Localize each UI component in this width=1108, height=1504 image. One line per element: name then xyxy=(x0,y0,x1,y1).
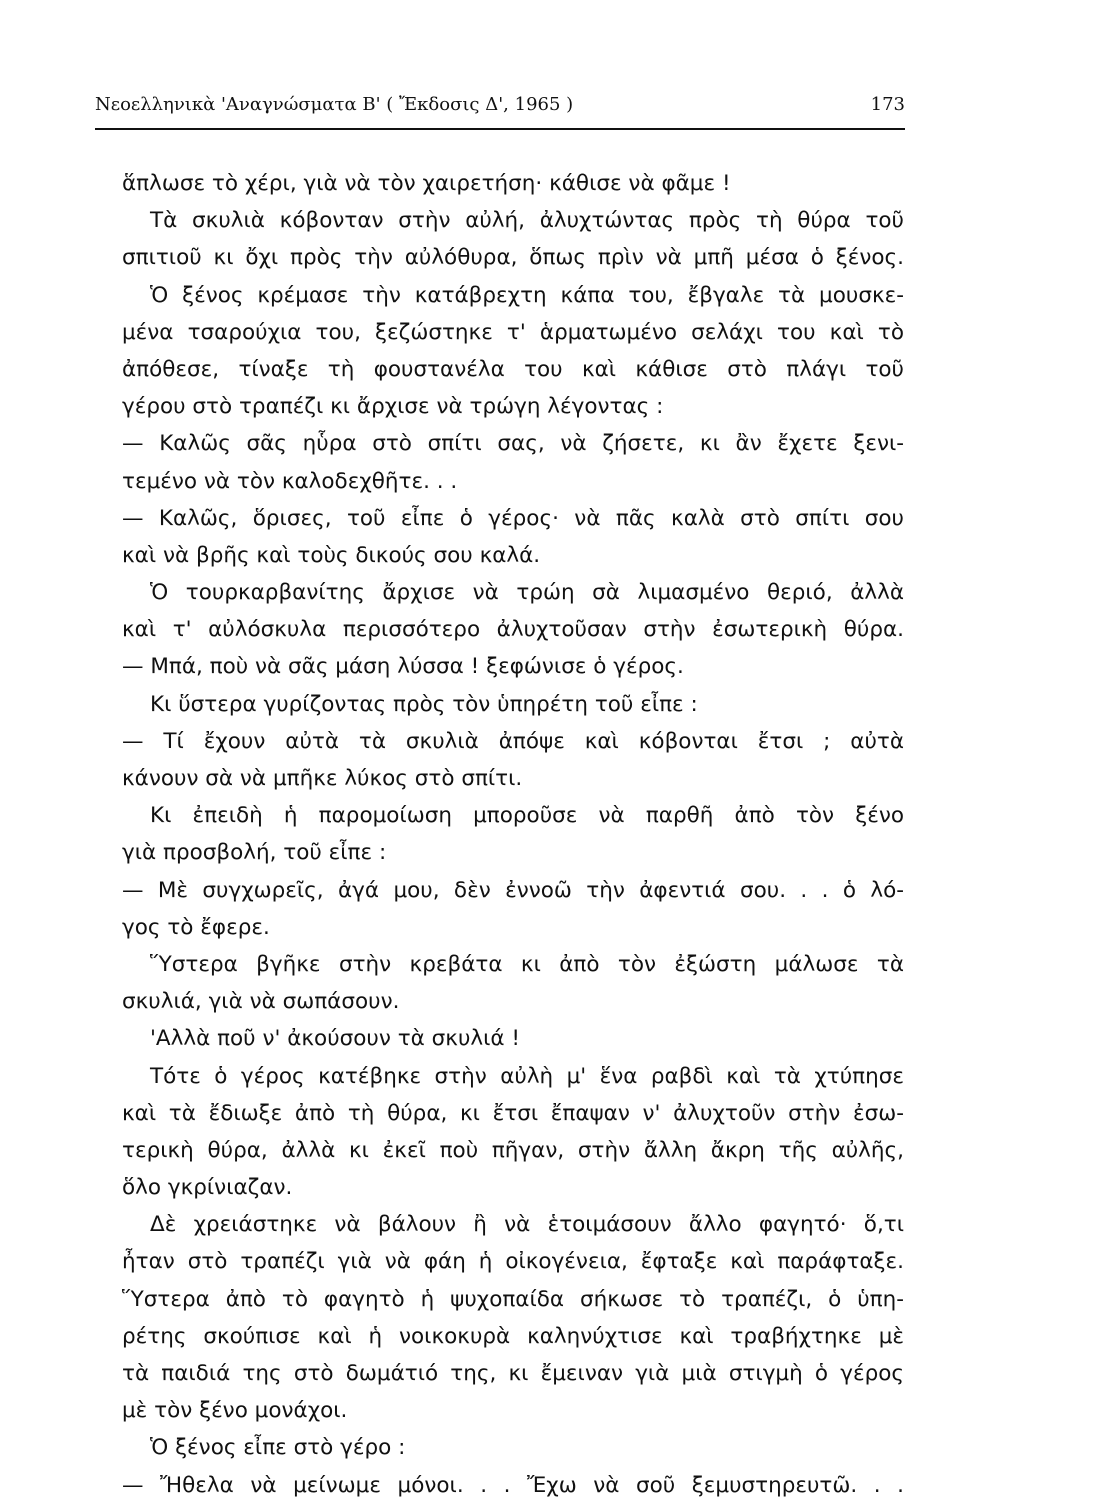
text-line: μένα τσαρούχια του, ξεζώστηκε τ' ἁρματωμένο σελάχι του καὶ τὸ xyxy=(122,319,904,345)
text-line: καὶ τ' αὐλόσκυλα περισσότερο ἀλυχτοῦσαν στὴν ἐσωτερικὴ θύρα. xyxy=(122,617,904,643)
header-divider xyxy=(95,128,905,130)
text-line: γος τὸ ἔφερε. xyxy=(122,914,270,940)
text-line: κάνουν σὰ νὰ μπῆκε λύκος στὸ σπίτι. xyxy=(122,766,523,791)
body-text xyxy=(122,165,904,1504)
text-line: — Καλῶς, ὅρισες, τοῦ εἶπε ὁ γέρος· νὰ πᾶς καλὰ στὸ σπίτι σου xyxy=(122,505,904,531)
text-line: τεμένο νὰ τὸν καλοδεχθῆτε. . . xyxy=(122,468,458,494)
text-line: μὲ τὸν ξένο μονάχοι. xyxy=(122,1398,348,1424)
text-line: σκυλιά, γιὰ νὰ σωπάσουν. xyxy=(122,989,400,1015)
text-line: Δὲ χρειάστηκε νὰ βάλουν ἢ νὰ ἑτοιμάσουν ἄλλο φαγητό· ὅ,τι xyxy=(150,1212,904,1238)
text-line: ἅπλωσε τὸ χέρι, γιὰ νὰ τὸν χαιρετήση· κάθισε νὰ φᾶμε ! xyxy=(122,171,731,196)
text-line: — Μὲ συγχωρεῖς, ἀγά μου, δὲν ἐννοῶ τὴν ἀφεντιά σου. . . ὁ λό- xyxy=(122,877,904,903)
text-line: — Καλῶς σᾶς ηὗρα στὸ σπίτι σας, νὰ ζήσετε, κι ἂν ἔχετε ξενι- xyxy=(122,431,904,457)
text-line: Κι ἐπειδὴ ἡ παρομοίωση μποροῦσε νὰ παρθῆ ἀπὸ τὸν ξένο xyxy=(150,803,904,829)
text-line: ἦταν στὸ τραπέζι γιὰ νὰ φάη ἡ οἰκογένεια, ἔφταξε καὶ παράφταξε. xyxy=(122,1249,904,1275)
text-line: γέρου στὸ τραπέζι κι ἄρχισε νὰ τρώγη λέγοντας : xyxy=(122,394,664,420)
text-line: Ὁ ξένος εἶπε στὸ γέρο : xyxy=(150,1435,406,1461)
text-line: ἀπόθεσε, τίναξε τὴ φουστανέλα του καὶ κάθισε στὸ πλάγι τοῦ xyxy=(122,356,904,382)
text-line: Ὕστερα βγῆκε στὴν κρεβάτα κι ἀπὸ τὸν ἐξώστη μάλωσε τὰ xyxy=(150,951,904,977)
page-header xyxy=(95,94,905,124)
text-line: 'Αλλὰ ποῦ ν' ἀκούσουν τὰ σκυλιά ! xyxy=(150,1026,521,1052)
running-title: Νεοελληνικὰ 'Αναγνώσματα Β' ( Ἔκδοσις Δ', 1965 ) xyxy=(95,94,574,115)
text-line: ὅλο γκρίνιαζαν. xyxy=(122,1175,293,1201)
text-line: — Τί ἔχουν αὐτὰ τὰ σκυλιὰ ἀπόψε καὶ κόβονται ἔτσι ; αὐτὰ xyxy=(122,728,904,754)
text-line: σπιτιοῦ κι ὄχι πρὸς τὴν αὐλόθυρα, ὅπως πρὶν νὰ μπῆ μέσα ὁ ξένος. xyxy=(122,245,904,271)
text-line: γιὰ προσβολή, τοῦ εἶπε : xyxy=(122,840,387,866)
text-line: καὶ τὰ ἔδιωξε ἀπὸ τὴ θύρα, κι ἔτσι ἔπαψαν ν' ἀλυχτοῦν στὴν ἐσω- xyxy=(122,1100,904,1126)
text-line: Ὁ τουρκαρβανίτης ἄρχισε νὰ τρώη σὰ λιμασμένο θεριό, ἀλλὰ xyxy=(150,580,904,606)
text-line: Ὁ ξένος κρέμασε τὴν κατάβρεχτη κάπα του, ἔβγαλε τὰ μουσκε- xyxy=(150,282,904,308)
text-line: — Μπά, ποὺ νὰ σᾶς μάση λύσσα ! ξεφώνισε ὁ γέρος. xyxy=(122,654,684,680)
text-line: Τότε ὁ γέρος κατέβηκε στὴν αὐλὴ μ' ἕνα ραβδὶ καὶ τὰ χτύπησε xyxy=(150,1063,904,1089)
text-line: ρέτης σκούπισε καὶ ἡ νοικοκυρὰ καληνύχτισε καὶ τραβήχτηκε μὲ xyxy=(122,1323,904,1349)
page-number: 173 xyxy=(870,94,905,115)
text-line: Κι ὕστερα γυρίζοντας πρὸς τὸν ὑπηρέτη τοῦ εἶπε : xyxy=(150,691,698,717)
text-line: — Ἤθελα νὰ μείνωμε μόνοι. . . Ἔχω νὰ σοῦ ξεμυστηρευτῶ. . . xyxy=(122,1472,904,1498)
text-line: Ὕστερα ἀπὸ τὸ φαγητὸ ἡ ψυχοπαίδα σήκωσε τὸ τραπέζι, ὁ ὑπη- xyxy=(122,1286,904,1312)
text-line: Τὰ σκυλιὰ κόβονταν στὴν αὐλή, ἀλυχτώντας πρὸς τὴ θύρα τοῦ xyxy=(150,208,904,234)
text-line: τερικὴ θύρα, ἀλλὰ κι ἐκεῖ ποὺ πῆγαν, στὴν ἄλλη ἄκρη τῆς αὐλῆς, xyxy=(122,1137,904,1163)
text-line: καὶ νὰ βρῆς καὶ τοὺς δικούς σου καλά. xyxy=(122,542,541,568)
text-line: τὰ παιδιά της στὸ δωμάτιό της, κι ἔμειναν γιὰ μιὰ στιγμὴ ὁ γέρος xyxy=(122,1361,904,1386)
